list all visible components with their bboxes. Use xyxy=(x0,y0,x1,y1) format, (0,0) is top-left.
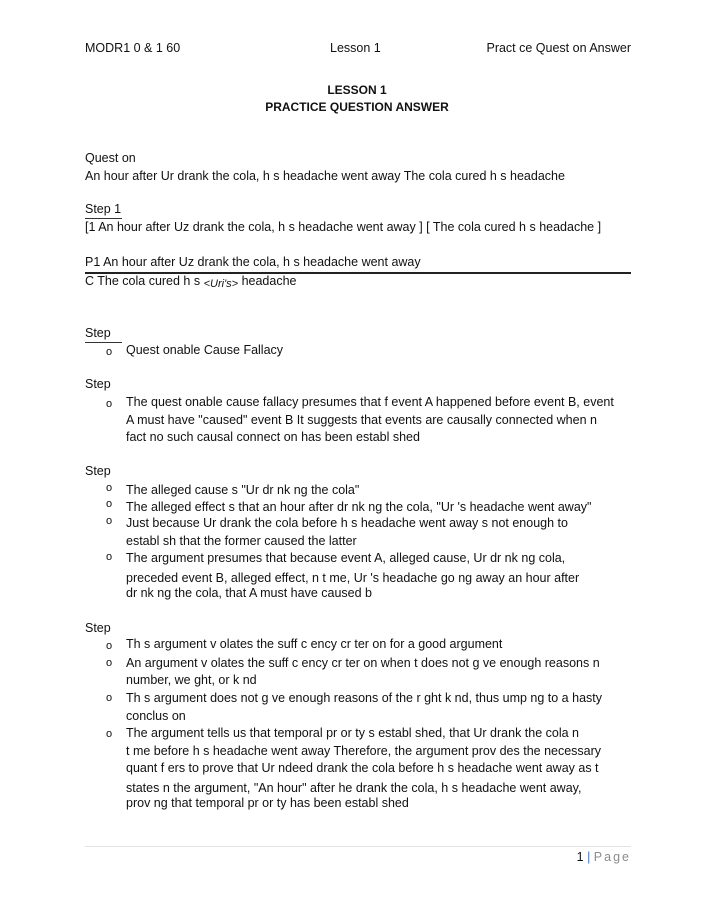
step5-line: The argument tells us that temporal pr or ty s establ shed, that Ur drank the cola n xyxy=(126,726,580,740)
bullet-icon: o xyxy=(106,515,113,527)
step4-line: The alleged effect s that an hour after dr nk ng the cola, "Ur 's headache went away" xyxy=(126,500,592,514)
header-right: Pract ce Quest on Answer xyxy=(486,41,631,55)
step5-label: Step xyxy=(85,621,111,635)
header-center: Lesson 1 xyxy=(330,41,381,55)
bullet-icon: o xyxy=(106,657,113,669)
conclusion-insert: <Uri's> xyxy=(203,278,239,290)
bullet-icon: o xyxy=(106,498,113,510)
conclusion-suffix: headache xyxy=(241,274,297,288)
bullet-icon: o xyxy=(106,398,113,410)
step5-line: t me before h s headache went away Therefore, the argument prov des the necessary xyxy=(126,744,602,758)
bullet-icon: o xyxy=(106,551,113,563)
step3-line: A must have "caused" event B It suggests that events are causally connected when n xyxy=(126,413,597,427)
step2-label: Step xyxy=(85,326,111,340)
step1-label: Step 1 xyxy=(85,202,122,216)
step5-line: quant f ers to prove that Ur ndeed drank the cola before h s headache went away as t xyxy=(126,761,599,775)
conclusion-line xyxy=(85,274,297,290)
question-text: An hour after Ur drank the cola, h s headache went away The cola cured h s headache xyxy=(85,169,565,183)
bullet-icon: o xyxy=(106,482,113,494)
step5-line: An argument v olates the suff c ency cr ter on when t does not g ve enough reasons n xyxy=(126,656,600,670)
step5-line: number, we ght, or k nd xyxy=(126,673,257,687)
step4-line: The argument presumes that because event A, alleged cause, Ur dr nk ng cola, xyxy=(126,551,566,565)
step4-label: Step xyxy=(85,464,111,478)
question-label: Quest on xyxy=(85,151,136,165)
header-left: MODR1 0 & 1 60 xyxy=(85,41,181,55)
step4-line: establ sh that the former caused the latter xyxy=(126,534,357,548)
bullet-icon: o xyxy=(106,728,113,740)
step3-label: Step xyxy=(85,377,111,391)
step5-line: prov ng that temporal pr or ty has been establ shed xyxy=(126,796,409,810)
page-footer xyxy=(577,850,631,864)
lesson-subtitle: PRACTICE QUESTION ANSWER xyxy=(265,100,449,114)
bullet-icon: o xyxy=(106,346,113,358)
lesson-title: LESSON 1 xyxy=(327,83,387,97)
step3-line: The quest onable cause fallacy presumes that f event A happened before event B, event xyxy=(126,395,614,409)
step2-item: Quest onable Cause Fallacy xyxy=(126,343,284,357)
step4-line: The alleged cause s "Ur dr nk ng the cola" xyxy=(126,483,360,497)
conclusion-prefix: C The cola cured h s xyxy=(85,274,201,288)
step3-line: fact no such causal connect on has been establ shed xyxy=(126,430,420,444)
step2-underline xyxy=(85,342,122,343)
step5-line: states n the argument, "An hour" after he drank the cola, h s headache went away, xyxy=(126,781,582,795)
step5-line: Th s argument does not g ve enough reasons of the r ght k nd, thus ump ng to a hasty xyxy=(126,691,602,705)
page-number: 1 xyxy=(576,850,584,864)
bullet-icon: o xyxy=(106,640,113,652)
step1-text: [1 An hour after Uz drank the cola, h s headache went away ] [ The cola cured h s headache ] xyxy=(85,220,602,234)
step4-line: dr nk ng the cola, that A must have caused b xyxy=(126,586,372,600)
page-label: Page xyxy=(593,850,631,864)
step4-line: Just because Ur drank the cola before h s headache went away s not enough to xyxy=(126,516,568,530)
footer-separator: | xyxy=(587,850,591,864)
premise-p1: P1 An hour after Uz drank the cola, h s headache went away xyxy=(85,255,421,269)
bullet-icon: o xyxy=(106,692,113,704)
step5-line: conclus on xyxy=(126,709,186,723)
step5-line: Th s argument v olates the suff c ency cr ter on for a good argument xyxy=(126,637,503,651)
footer-rule xyxy=(85,846,631,847)
step1-underline xyxy=(85,218,122,219)
step4-line: preceded event B, alleged effect, n t me, Ur 's headache go ng away an hour after xyxy=(126,571,580,585)
